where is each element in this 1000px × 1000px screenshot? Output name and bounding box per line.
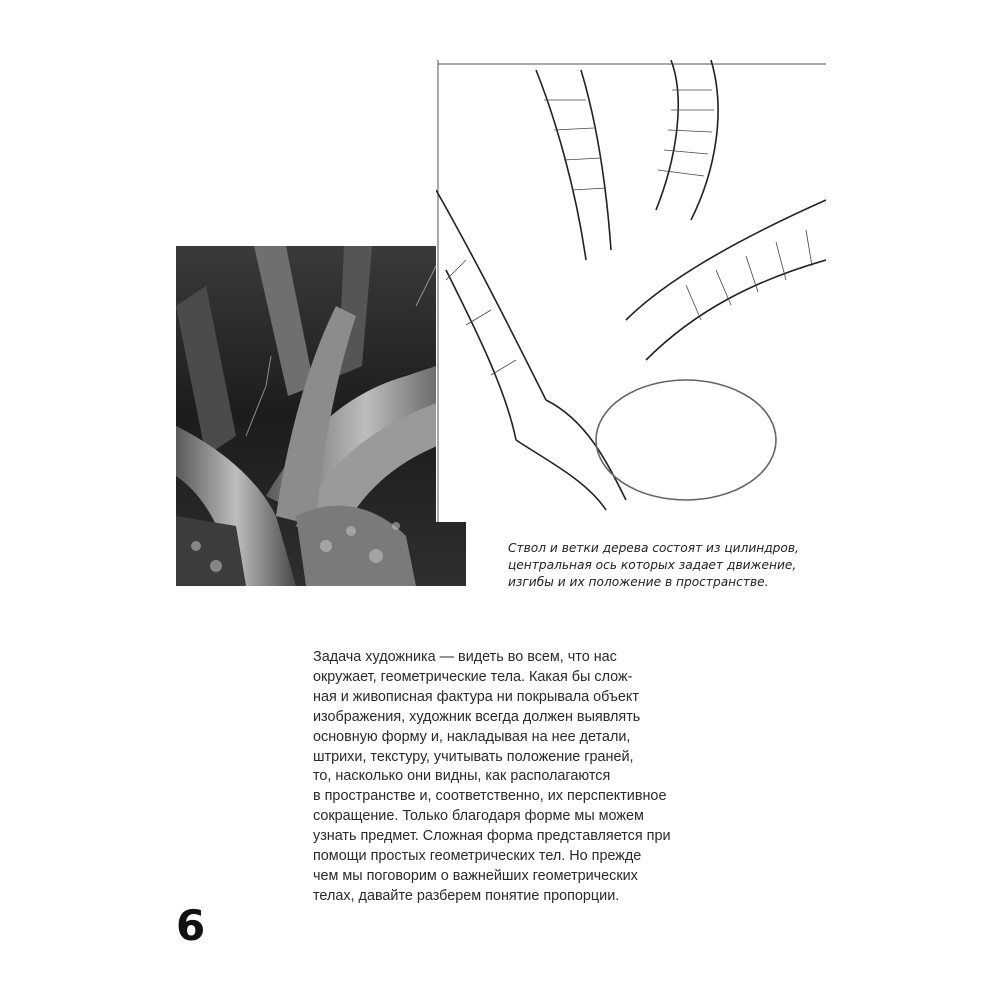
body-line: штрихи, текстуру, учитывать положение граней,: [313, 748, 634, 765]
body-line: ная и живописная фактура ни покрывала объект: [313, 688, 639, 705]
body-line: основную форму и, накладывая на нее детали,: [313, 728, 631, 745]
body-line: Задача художника — видеть во всем, что нас: [313, 649, 617, 665]
caption-line: Ствол и ветки дерева состоят из цилиндров,: [508, 541, 799, 555]
tree-photograph: [176, 246, 466, 586]
body-paragraph: [313, 648, 673, 907]
body-line: окружает, геометрические тела. Какая бы слож-: [313, 668, 633, 685]
body-line: то, насколько они видны, как располагаются: [313, 768, 611, 785]
body-line: помощи простых геометрических тел. Но прежде: [313, 848, 642, 865]
body-line: сокращение. Только благодаря форме мы можем: [313, 808, 644, 825]
caption-line: изгибы и их положение в пространстве.: [508, 575, 769, 589]
body-line: изображения, художник всегда должен выявлять: [313, 708, 641, 725]
tree-sketch: [436, 60, 826, 522]
page-number: 6: [176, 901, 206, 950]
caption-line: центральная ось которых задает движение,: [508, 558, 797, 572]
body-line: узнать предмет. Сложная форма представляется при: [313, 828, 671, 845]
body-line: чем мы поговорим о важнейших геометрических: [313, 867, 638, 884]
image-caption: [508, 540, 828, 591]
body-line: телах, давайте разберем понятие пропорции.: [313, 887, 620, 904]
body-line: в пространстве и, соответственно, их перспективное: [313, 788, 667, 805]
